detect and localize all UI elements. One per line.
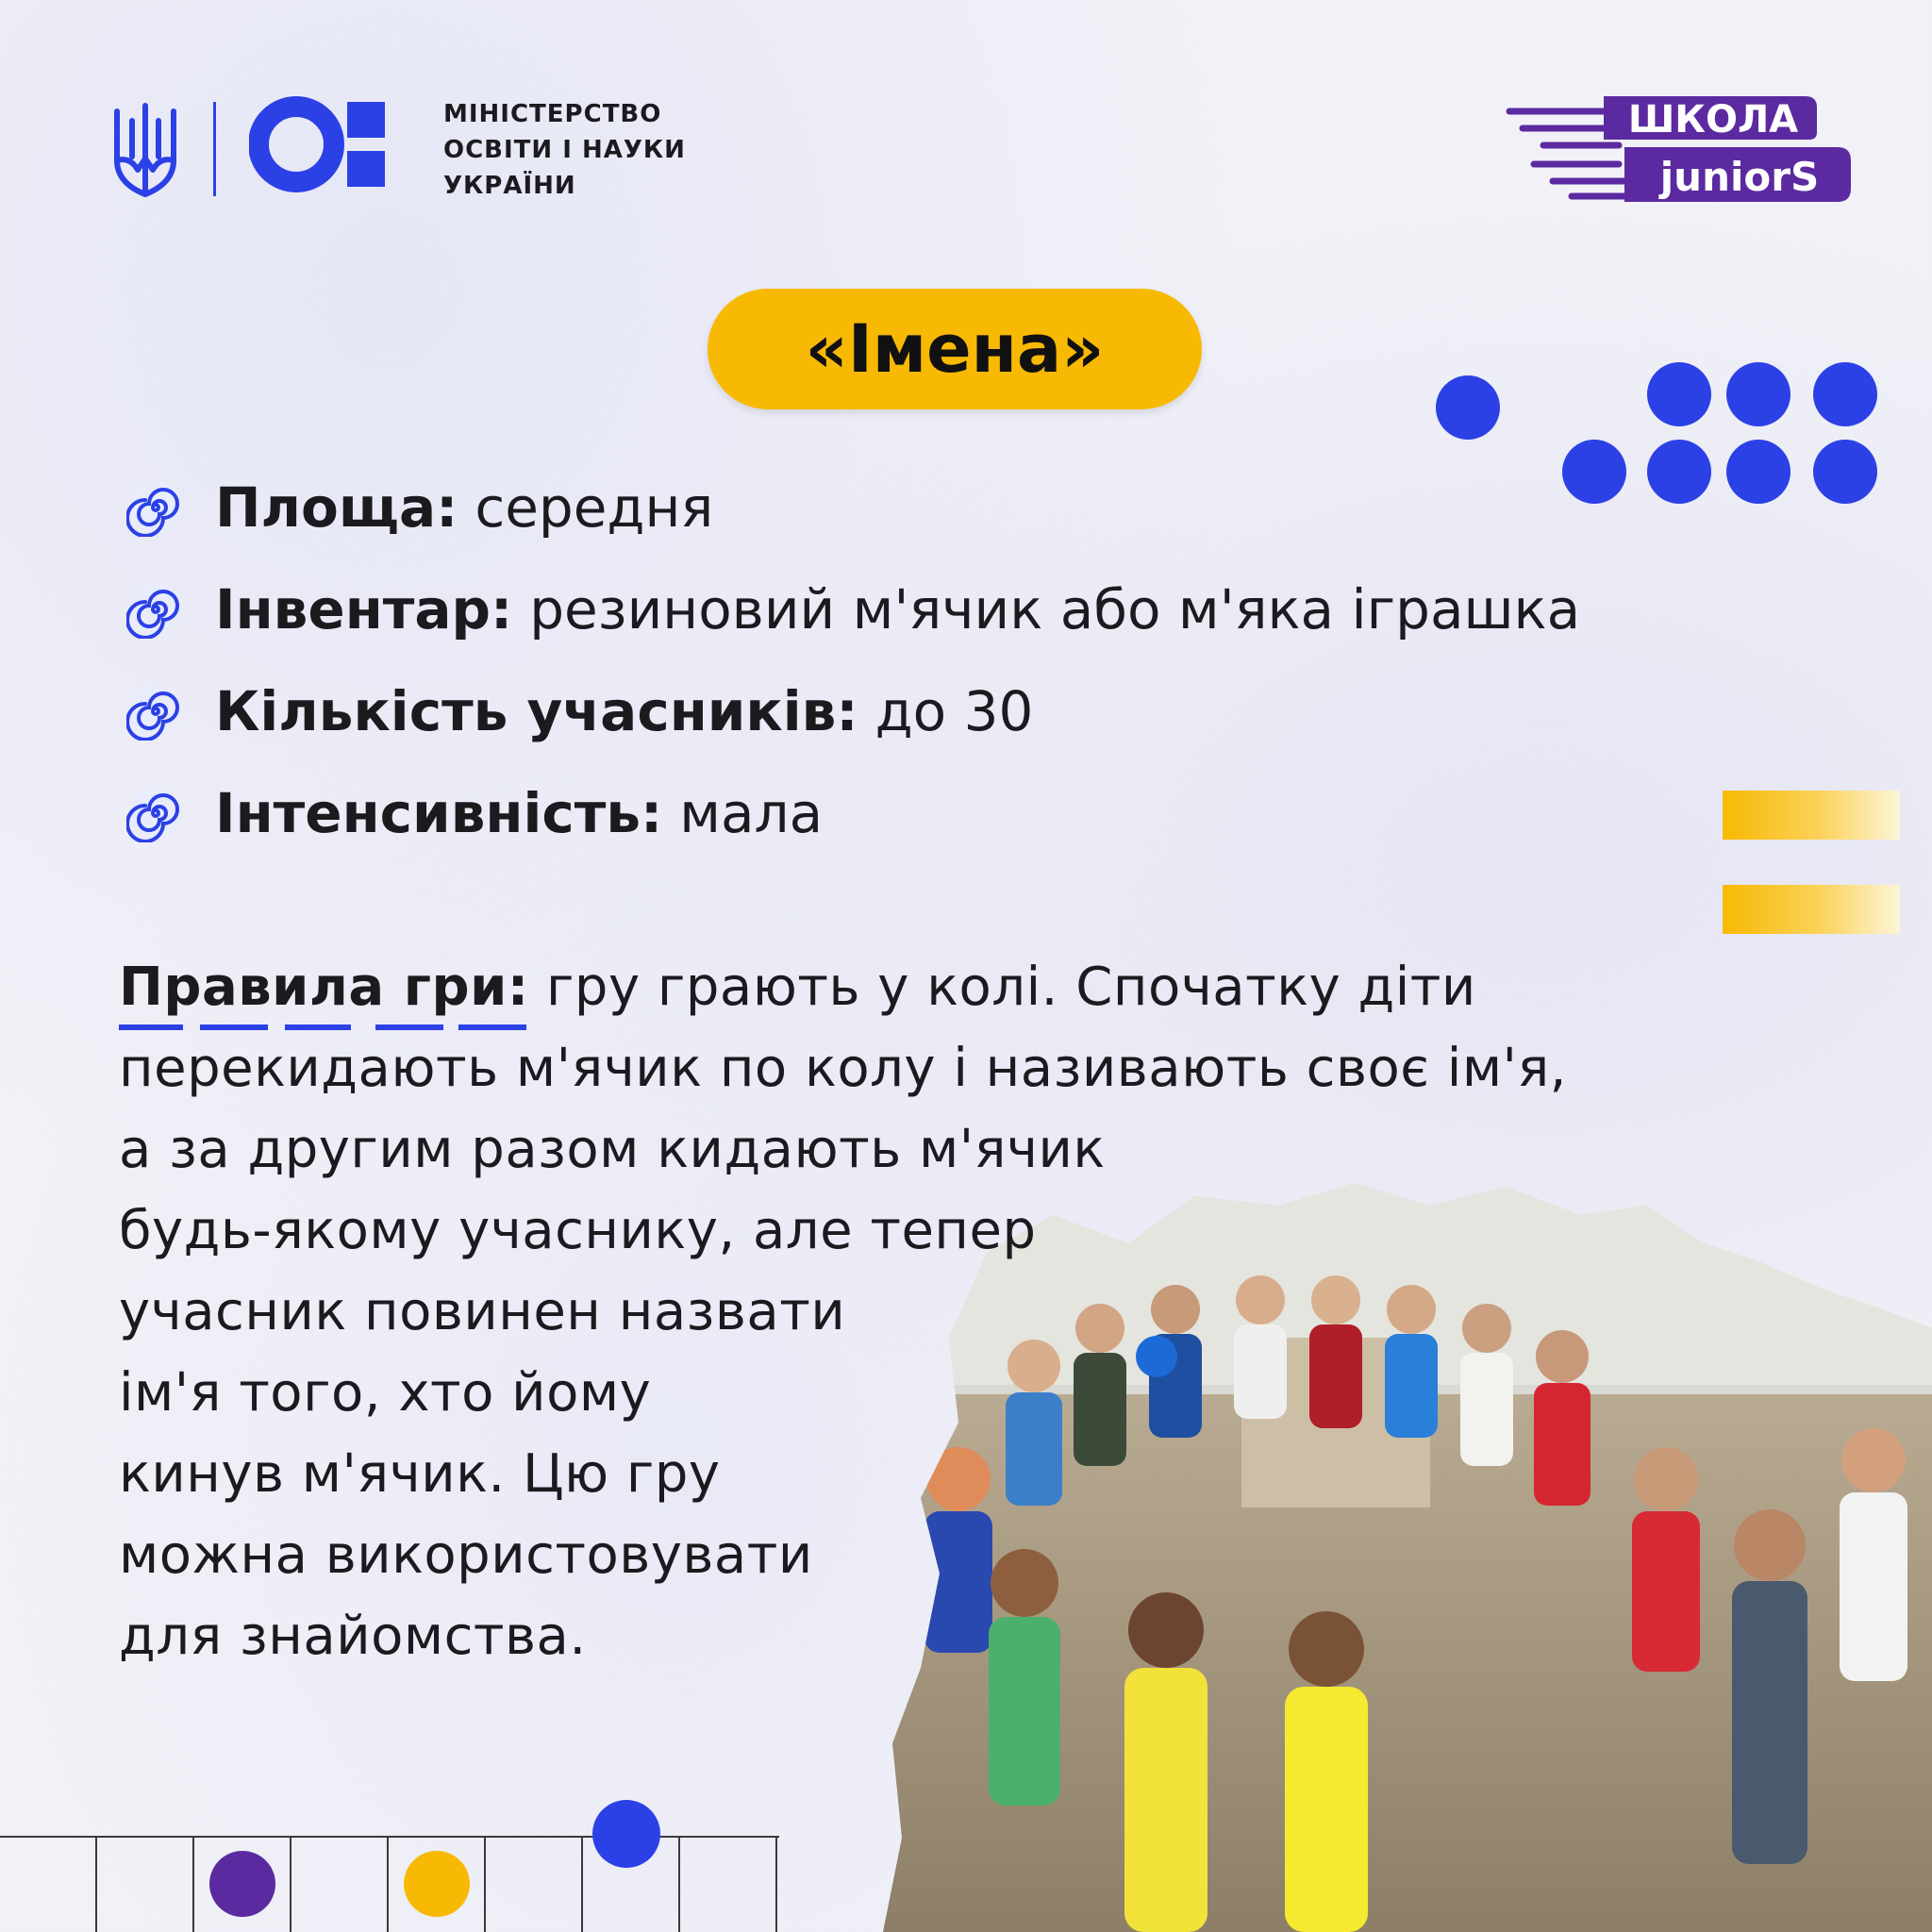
info-value: резиновий м'ячик або м'яка іграшка	[529, 577, 1581, 641]
rules-line-7: кинув м'ячик. Цю гру	[119, 1443, 721, 1505]
decor-dot	[1813, 362, 1877, 426]
info-value: до 30	[874, 679, 1034, 743]
school-logo-line-1: ШКОЛА	[1627, 98, 1799, 142]
decor-grid	[0, 1836, 779, 1932]
school-juniors-logo	[1506, 91, 1853, 208]
rules-text: гру грають у колі. Спочатку діти	[528, 957, 1476, 1018]
spiral-icon	[126, 580, 185, 639]
info-value: мала	[679, 781, 824, 845]
spiral-icon	[126, 784, 185, 842]
info-label: Інтенсивність:	[215, 781, 663, 845]
spiral-icon	[126, 682, 185, 741]
page-title: «Імена»	[708, 289, 1202, 409]
decor-yellow-bar	[1723, 791, 1900, 840]
logo-divider	[213, 102, 216, 196]
info-label: Кількість учасників:	[215, 679, 858, 743]
rules-line-4: будь-якому учаснику, але тепер	[119, 1200, 1037, 1261]
decor-dot-yellow	[404, 1851, 470, 1917]
rules-line-5: учасник повинен назвати	[119, 1281, 846, 1342]
rules-line-3: а за другим разом кидають м'ячик	[119, 1119, 1106, 1180]
children-circle-photo	[883, 1177, 1932, 1932]
school-logo-line-2: juniorS	[1659, 154, 1820, 200]
info-row-inventory	[126, 572, 1580, 647]
info-row-participants	[126, 674, 1033, 749]
decor-dot	[1562, 440, 1626, 504]
decor-dot	[1436, 375, 1500, 440]
rules-line-8: можна використовувати	[119, 1524, 813, 1586]
decor-dot	[1647, 362, 1711, 426]
rules-line-1	[119, 947, 1476, 1028]
ministry-line-1: МІНІСТЕРСТВО	[443, 100, 662, 128]
grid-cell	[0, 1838, 97, 1932]
rules-label: Правила гри:	[119, 957, 529, 1018]
spiral-icon	[126, 478, 185, 537]
info-row-intensity	[126, 775, 823, 851]
info-row-area	[126, 470, 713, 545]
info-label: Інвентар:	[215, 577, 513, 641]
grid-cell	[486, 1838, 583, 1932]
decor-yellow-bar	[1723, 885, 1900, 934]
decor-dot	[1813, 440, 1877, 504]
ministry-logo-icon	[249, 94, 387, 194]
rules-line-2: перекидають м'ячик по колу і називають своє ім'я,	[119, 1038, 1567, 1099]
rules-line-6: ім'я того, хто йому	[119, 1362, 652, 1424]
grid-cell	[680, 1838, 777, 1932]
ministry-line-3: УКРАЇНИ	[443, 172, 576, 200]
decor-dot	[1647, 440, 1711, 504]
decor-dot-blue	[592, 1800, 660, 1868]
info-value: середня	[475, 475, 714, 540]
ministry-name	[443, 96, 708, 204]
decor-dot-purple	[209, 1851, 275, 1917]
ministry-line-2: ОСВІТИ І НАУКИ	[443, 136, 686, 164]
grid-cell	[291, 1838, 389, 1932]
grid-cell	[97, 1838, 194, 1932]
coat-of-arms-icon	[111, 102, 179, 200]
decor-dot	[1726, 362, 1790, 426]
rules-line-9: для знайомства.	[119, 1606, 587, 1667]
info-label: Площа:	[215, 475, 458, 540]
decor-dot	[1726, 440, 1790, 504]
